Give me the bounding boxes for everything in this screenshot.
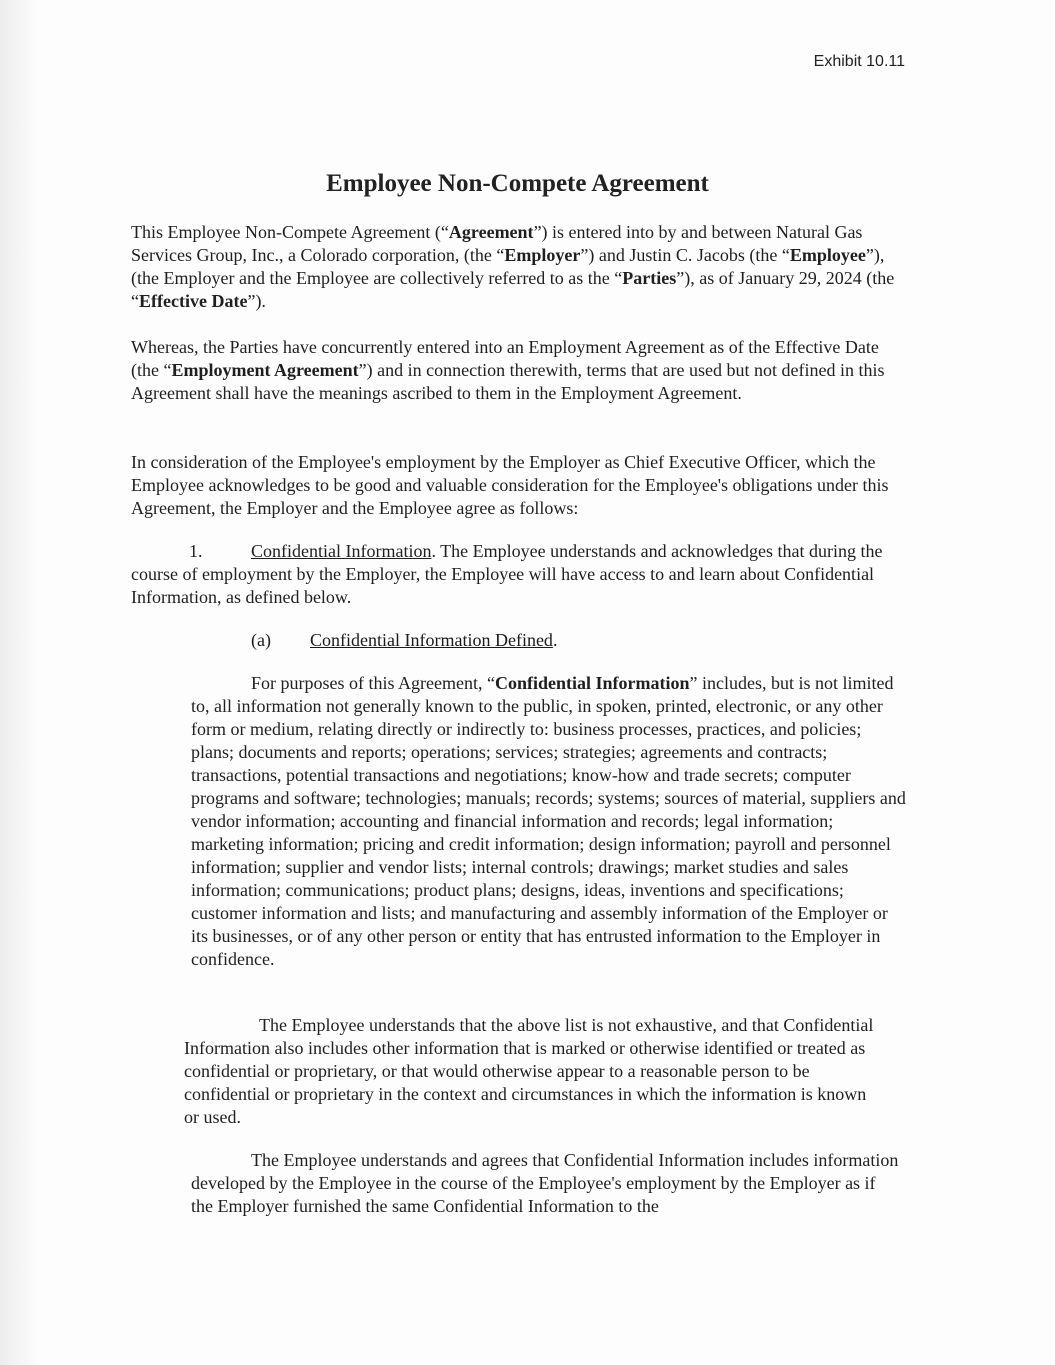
section-1-heading: Confidential Information [251,541,432,561]
whereas-paragraph: Whereas, the Parties have concurrently entered into an Employment Agreement as of the Effective Date (the “Employment Agreement”) and in connection therewith, terms that are used but not defined in this Agreement shall have the meanings ascribed to them in the Employment Agreement. [131,337,885,403]
developed-paragraph: The Employee understands and agrees that Confidential Information includes information developed by the Employee in the course of the Employee's employment by the Employer as if the Employer furnished the same Confidential Information to the [191,1150,899,1216]
definition-paragraph: For purposes of this Agreement, “Confidential Information” includes, but is not limited to, all information not generally known to the public, in spoken, printed, electronic, or any other form or medium, relating directly or indirectly to: business processes, practices, and policies; plans; documents and reports; operations; services; strategies; agreements and contracts; transactions, potential transactions and negotiations; know-how and trade secrets; computer programs and software; technologies; manuals; records; systems; sources of material, suppliers and vendor information; accounting and financial information and records; legal information; marketing information; pricing and credit information; design information; payroll and personnel information; supplier and vendor lists; internal controls; drawings; market studies and sales information; communications; product plans; designs, ideas, inventions and specifications; customer information and lists; and manufacturing and assembly information of the Employer or its businesses, or of any other person or entity that has entrusted information to the Employer in confidence. [191,673,906,969]
scan-shadow-edge [0,0,40,1365]
term-confidential-information: Confidential Information [494,673,690,693]
term-employer: Employer [504,245,581,265]
subsection-a-heading: (a) Confidential Information Defined. [251,630,558,650]
subsection-a-title: Confidential Information Defined [310,630,553,650]
term-effective-date: Effective Date [139,291,248,311]
term-agreement: Agreement [448,222,534,242]
exhibit-label: Exhibit 10.11 [813,53,905,70]
not-exhaustive-paragraph: The Employee understands that the above list is not exhaustive, and that Confidential Information also includes other information that is marked or otherwise identified or treated as confidential or proprietary, or that would otherwise appear to a reasonable person to be confidential or proprietary in the context and circumstances in which the information is known or used. [184,1015,874,1127]
term-employee: Employee [789,245,866,265]
term-parties: Parties [622,268,677,288]
term-employment-agreement: Employment Agreement [171,360,359,380]
document-title: Employee Non-Compete Agreement [326,170,709,197]
subsection-a-label: (a) [251,630,271,650]
intro-paragraph: This Employee Non-Compete Agreement (“Agreement”) is entered into by and between Natural Gas Services Group, Inc., a Colorado corporation, (the “Employer”) and Justin C. Jacobs (the “Employee”), (the Employer and the Employee are collectively referred to as the “Parties”), as of January 29, 2024 (the “Effective Date”). [131,222,895,311]
section-1-paragraph: 1. Confidential Information. The Employee understands and acknowledges that during the course of employment by the Employer, the Employee will have access to and learn about Confidential Information, as defined below. [131,541,883,607]
section-1-number: 1. [189,541,203,561]
consideration-paragraph: In consideration of the Employee's employment by the Employer as Chief Executive Officer, which the Employee acknowledges to be good and valuable consideration for the Employee's obligations under this Agreement, the Employer and the Employee agree as follows: [131,452,889,518]
